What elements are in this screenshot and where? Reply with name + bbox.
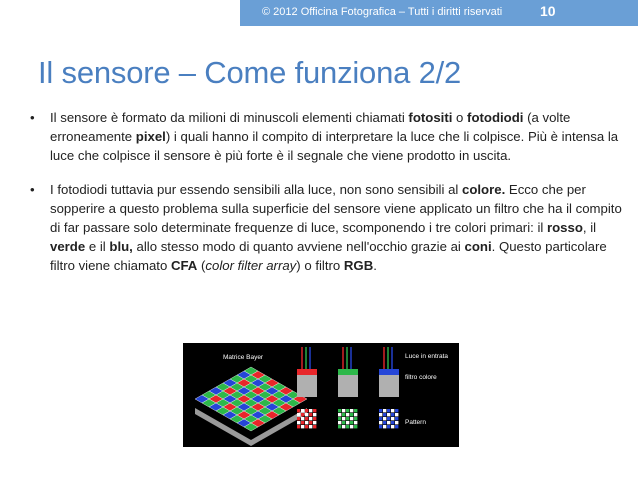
bayer-filter-figure bbox=[183, 343, 459, 447]
pattern-cell bbox=[338, 425, 341, 428]
pattern-cell bbox=[350, 421, 353, 424]
pattern-cell bbox=[383, 425, 386, 428]
pattern-cell bbox=[313, 417, 316, 420]
bullet-item bbox=[28, 180, 632, 276]
pattern-cell bbox=[395, 409, 398, 412]
bold-term: pixel bbox=[135, 129, 166, 145]
pattern-cell bbox=[391, 409, 394, 412]
pattern-cell bbox=[313, 421, 316, 424]
pattern-cell bbox=[301, 413, 304, 416]
pattern-cell bbox=[350, 425, 353, 428]
label-color-filter: filtro colore bbox=[405, 374, 437, 381]
bullet-item bbox=[28, 108, 632, 166]
bold-term: fotodiodi bbox=[467, 110, 524, 125]
italic-term: color filter array bbox=[205, 258, 297, 274]
pattern-cell bbox=[391, 425, 394, 428]
pattern-cell bbox=[387, 409, 390, 412]
pattern-cell bbox=[309, 413, 312, 416]
pattern-cell bbox=[391, 413, 394, 416]
bayer-matrix-grid bbox=[195, 367, 307, 446]
pattern-cell bbox=[297, 409, 300, 412]
pattern-cell bbox=[309, 417, 312, 420]
pattern-cell bbox=[379, 417, 382, 420]
slide-title: Il sensore – Come funziona 2/2 bbox=[38, 55, 462, 90]
bold-term: colore. bbox=[462, 181, 506, 197]
pattern-cell bbox=[350, 417, 353, 420]
pattern-cell bbox=[387, 413, 390, 416]
pattern-cell bbox=[387, 425, 390, 428]
pattern-cell bbox=[383, 421, 386, 424]
pattern-cell bbox=[379, 421, 382, 424]
bold-term: CFA bbox=[170, 258, 198, 274]
pattern-cell bbox=[387, 421, 390, 424]
pattern-cell bbox=[379, 425, 382, 428]
bold-term: verde bbox=[50, 239, 86, 255]
bullet-text: allo stesso modo di quanto avviene nell'occhio grazie ai bbox=[132, 239, 465, 255]
pattern-cell bbox=[346, 425, 349, 428]
pattern-cell bbox=[305, 425, 308, 428]
bold-term: fotositi bbox=[408, 110, 453, 125]
pattern-cell bbox=[350, 409, 353, 412]
pattern-cell bbox=[342, 421, 345, 424]
pattern-cell bbox=[379, 409, 382, 412]
label-bayer: Matrice Bayer bbox=[223, 354, 264, 361]
pattern-cell bbox=[346, 413, 349, 416]
copyright-text: © 2012 Officina Fotografica – Tutti i diritti riservati bbox=[262, 6, 503, 18]
pattern-cell bbox=[354, 421, 357, 424]
pattern-cell bbox=[354, 409, 357, 412]
pattern-cell bbox=[395, 413, 398, 416]
pattern-cell bbox=[305, 421, 308, 424]
pattern-cell bbox=[342, 417, 345, 420]
bullet-text: . Questo particolare filtro viene chiamato bbox=[50, 239, 607, 274]
pattern-cell bbox=[309, 409, 312, 412]
pattern-cell bbox=[313, 413, 316, 416]
pattern-cell bbox=[346, 409, 349, 412]
page-number: 10 bbox=[540, 3, 556, 19]
color-filter-columns bbox=[297, 369, 399, 397]
bullet-text: . bbox=[373, 258, 377, 274]
pattern-cell bbox=[338, 421, 341, 424]
pattern-cell bbox=[297, 413, 300, 416]
bullet-text: o bbox=[452, 110, 468, 125]
filter-block bbox=[379, 369, 399, 375]
photosite-block bbox=[297, 375, 317, 397]
header-bar bbox=[0, 0, 638, 38]
pattern-cell bbox=[342, 425, 345, 428]
bullet-text: Il sensore è formato da milioni di minuscoli elementi chiamati bbox=[50, 110, 409, 125]
pattern-cell bbox=[313, 409, 316, 412]
pattern-cell bbox=[313, 425, 316, 428]
pattern-cell bbox=[297, 425, 300, 428]
pattern-cell bbox=[338, 417, 341, 420]
pattern-cell bbox=[383, 417, 386, 420]
pattern-cell bbox=[383, 409, 386, 412]
pattern-cell bbox=[301, 425, 304, 428]
bullet-list bbox=[28, 108, 632, 290]
pattern-cell bbox=[354, 417, 357, 420]
bold-term: rosso bbox=[546, 220, 583, 236]
pattern-cell bbox=[305, 417, 308, 420]
pattern-cell bbox=[346, 421, 349, 424]
pattern-cell bbox=[305, 413, 308, 416]
pattern-cell bbox=[301, 409, 304, 412]
bullet-marker: • bbox=[30, 110, 35, 125]
pattern-cell bbox=[309, 421, 312, 424]
pattern-cell bbox=[338, 409, 341, 412]
pattern-cell bbox=[395, 417, 398, 420]
bullet-text: , il bbox=[582, 220, 597, 236]
pattern-cell bbox=[297, 417, 300, 420]
photosite-block bbox=[338, 375, 358, 397]
pattern-cell bbox=[383, 413, 386, 416]
pattern-cell bbox=[297, 421, 300, 424]
pattern-cell bbox=[346, 417, 349, 420]
pattern-cell bbox=[342, 409, 345, 412]
bullet-text: I fotodiodi tuttavia pur essendo sensibili alla luce, non sono sensibili al bbox=[50, 181, 462, 197]
pattern-grids bbox=[297, 409, 398, 428]
bullet-text: ) i quali hanno il compito di interpretare la luce che li colpisce. Più è intensa la luce che colpisce il sensore è più forte è il segnale che viene prodotto in uscita. bbox=[50, 129, 619, 164]
bullet-text: e il bbox=[85, 239, 110, 255]
pattern-cell bbox=[342, 413, 345, 416]
bold-term: coni bbox=[464, 239, 492, 255]
bullet-text: ( bbox=[197, 258, 206, 274]
bullet-marker: • bbox=[30, 181, 35, 197]
label-pattern: Pattern bbox=[405, 419, 426, 426]
pattern-cell bbox=[350, 413, 353, 416]
pattern-cell bbox=[338, 413, 341, 416]
pattern-cell bbox=[395, 425, 398, 428]
pattern-cell bbox=[379, 413, 382, 416]
pattern-cell bbox=[354, 425, 357, 428]
label-incoming-light: Luce in entrata bbox=[405, 353, 449, 360]
bold-term: RGB bbox=[343, 258, 374, 274]
pattern-cell bbox=[301, 421, 304, 424]
bullet-text: ) o filtro bbox=[296, 258, 344, 274]
photosite-block bbox=[379, 375, 399, 397]
pattern-cell bbox=[309, 425, 312, 428]
pattern-cell bbox=[301, 417, 304, 420]
pattern-cell bbox=[387, 417, 390, 420]
pattern-cell bbox=[395, 421, 398, 424]
pattern-cell bbox=[305, 409, 308, 412]
pattern-cell bbox=[391, 421, 394, 424]
bullet-text: Ecco che per sopperire a questo problema sulla superficie del sensore viene applicato un filtro che ha il compito di far passare solo determinate frequenze di luce, scomponendo i tre colori primari: il bbox=[50, 181, 622, 236]
pattern-cell bbox=[354, 413, 357, 416]
pattern-cell bbox=[391, 417, 394, 420]
bold-term: blu, bbox=[109, 239, 133, 255]
filter-block bbox=[338, 369, 358, 375]
bullet-text: (a volte erroneamente bbox=[50, 110, 571, 145]
filter-block bbox=[297, 369, 317, 375]
